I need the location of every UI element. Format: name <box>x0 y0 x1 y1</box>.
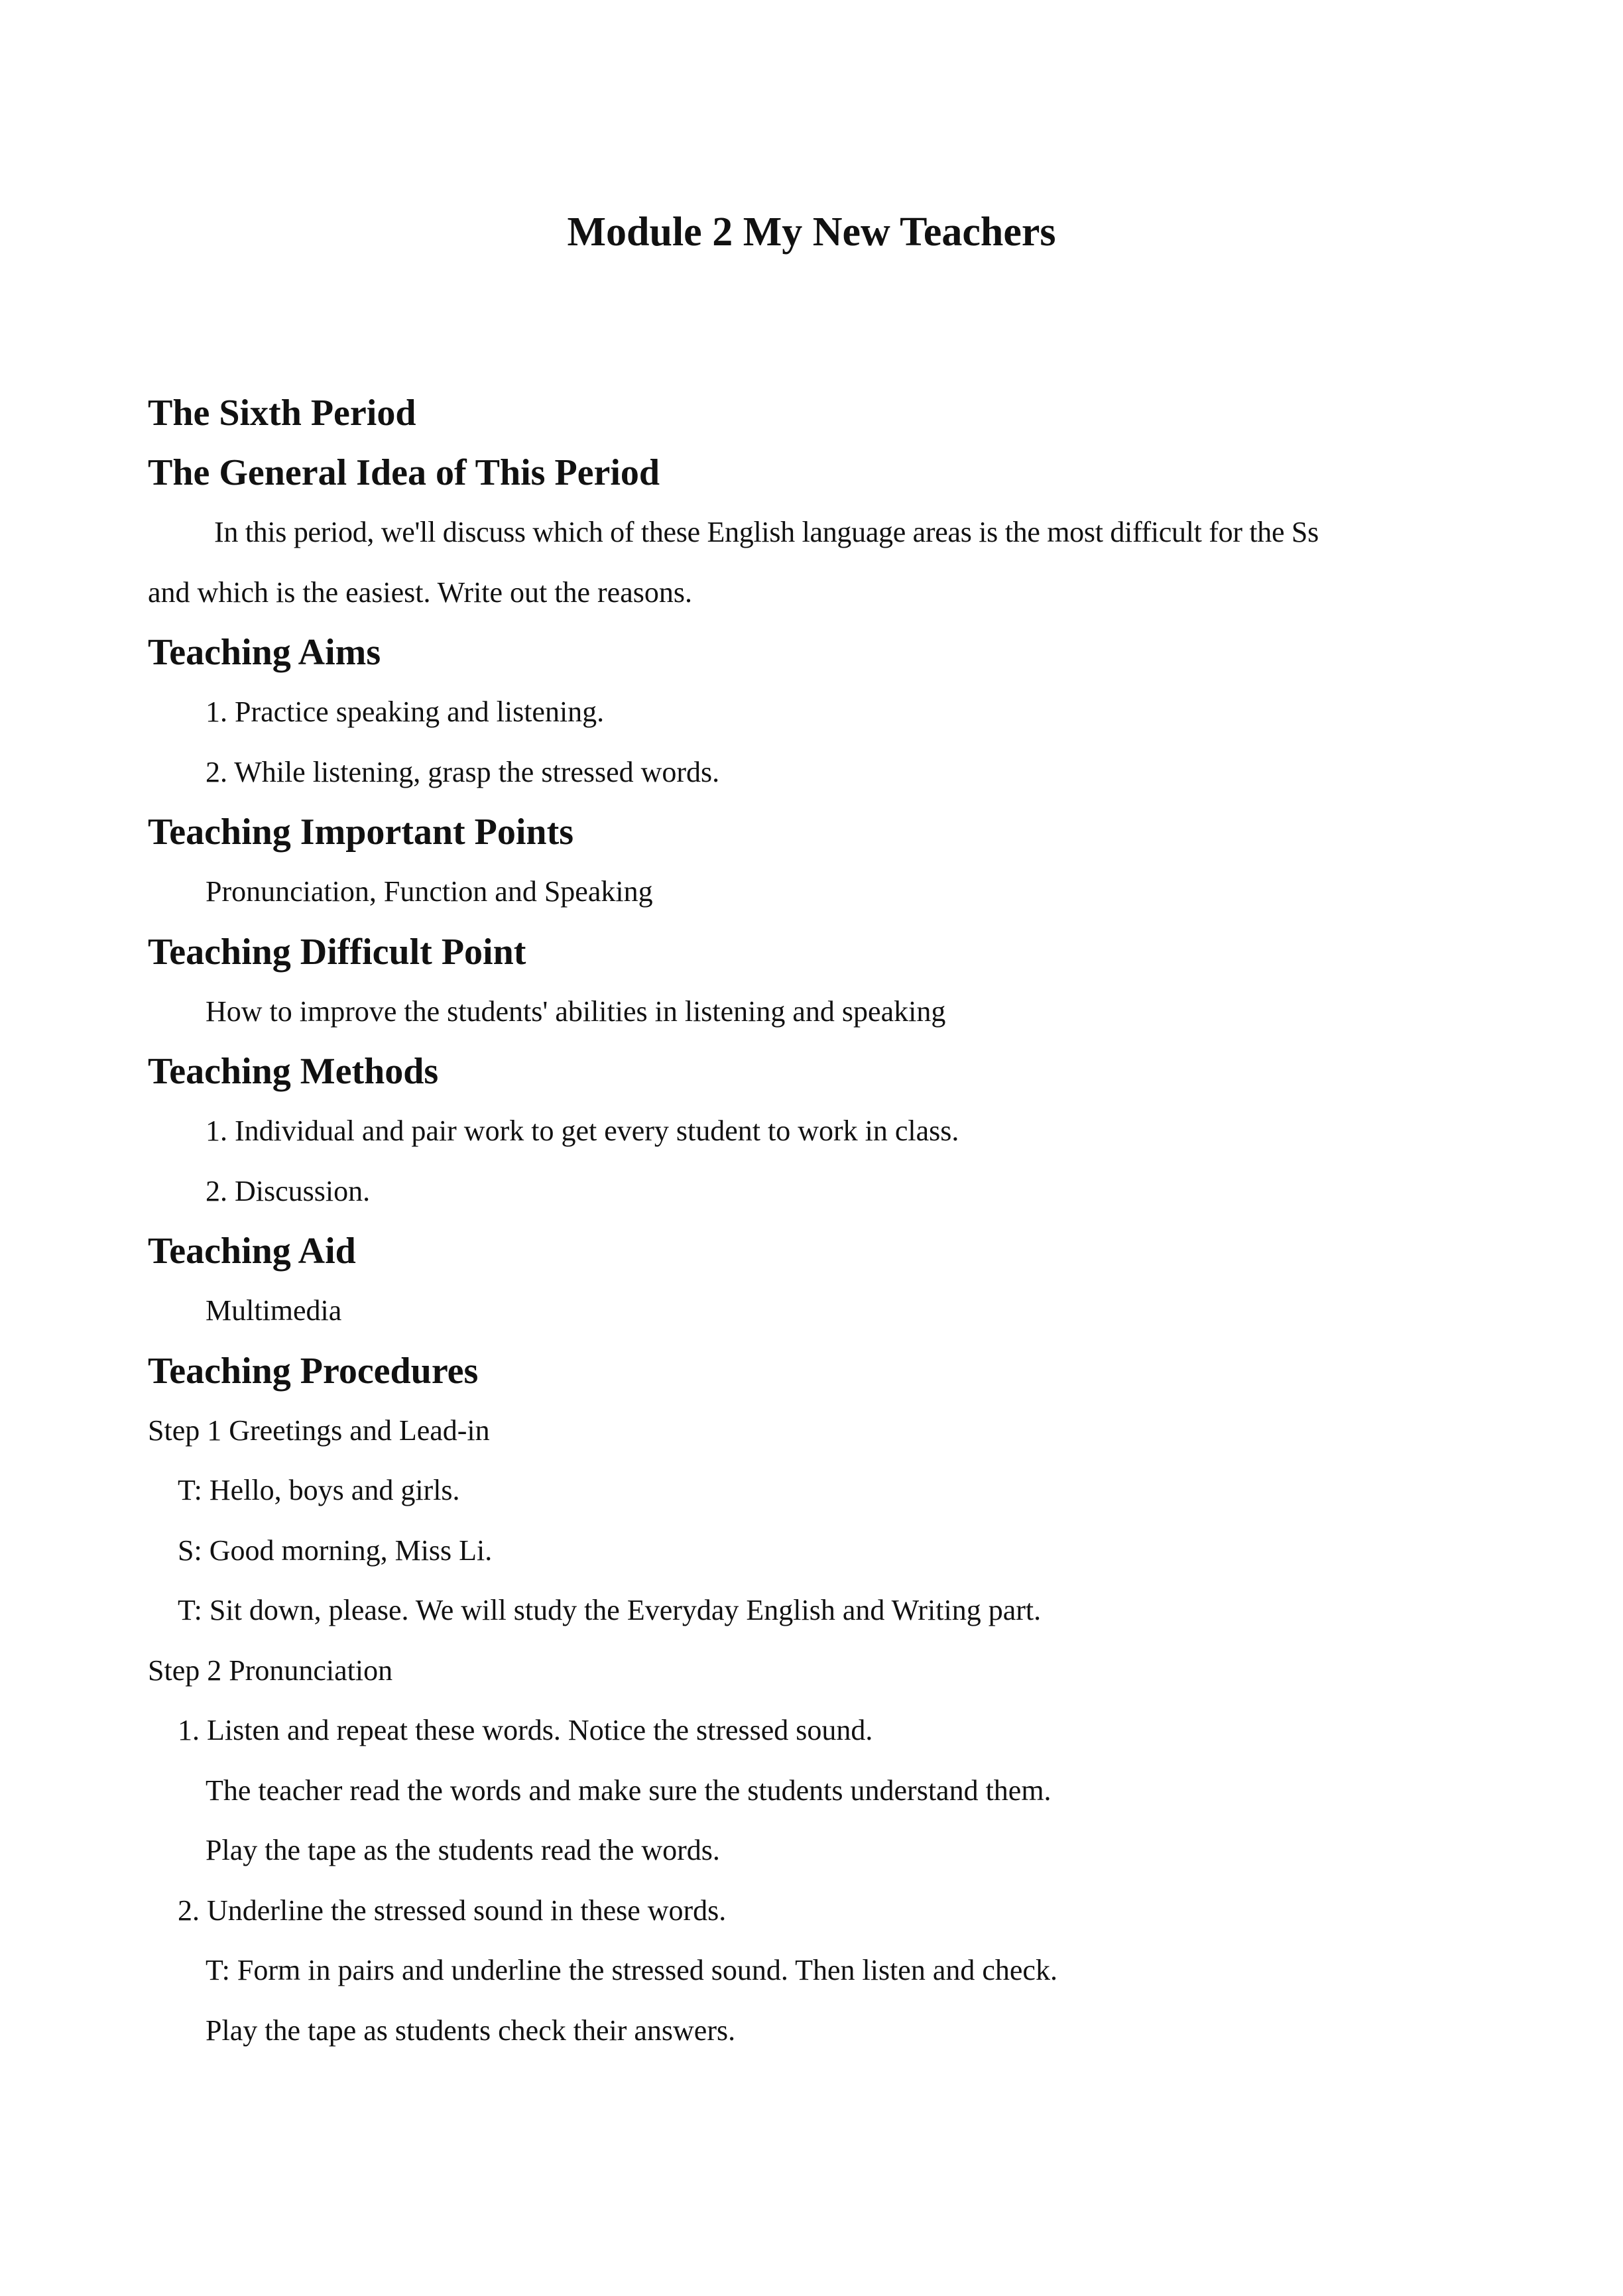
teaching-aid-heading: Teaching Aid <box>148 1231 356 1272</box>
step-1-line-3: T: Sit down, please. We will study the Everyday English and Writing part. <box>178 1594 1042 1626</box>
important-points-text: Pronunciation, Function and Speaking <box>206 875 653 908</box>
document-title: Module 2 My New Teachers <box>567 210 1056 255</box>
general-idea-heading: The General Idea of This Period <box>148 452 660 493</box>
difficult-point-heading: Teaching Difficult Point <box>148 931 526 973</box>
important-points-heading: Teaching Important Points <box>148 812 574 853</box>
teaching-procedures-heading: Teaching Procedures <box>148 1350 479 1392</box>
difficult-point-text: How to improve the students' abilities in listening and speaking <box>206 995 946 1028</box>
step-2-item-1-line-2: Play the tape as the students read the words. <box>206 1834 720 1866</box>
general-idea-line-1: In this period, we'll discuss which of these English language areas is the most difficult for the Ss <box>214 516 1319 548</box>
period-heading: The Sixth Period <box>148 393 416 434</box>
step-1-line-1: T: Hello, boys and girls. <box>178 1474 460 1506</box>
step-2-item-2: 2. Underline the stressed sound in these words. <box>178 1894 727 1927</box>
teaching-method-2: 2. Discussion. <box>206 1174 371 1207</box>
step-1-title: Step 1 Greetings and Lead-in <box>148 1414 490 1447</box>
teaching-aim-2: 2. While listening, grasp the stressed words. <box>206 755 720 788</box>
document-body <box>148 383 1494 2061</box>
step-1-line-2: S: Good morning, Miss Li. <box>178 1534 493 1567</box>
teaching-aims-heading: Teaching Aims <box>148 632 381 673</box>
step-2-item-2-line-1: T: Form in pairs and underline the stressed sound. Then listen and check. <box>206 1954 1057 1986</box>
step-2-item-2-line-2: Play the tape as students check their answers. <box>206 2014 736 2047</box>
step-2-item-1: 1. Listen and repeat these words. Notice the stressed sound. <box>178 1714 873 1746</box>
teaching-method-1: 1. Individual and pair work to get every student to work in class. <box>206 1115 959 1147</box>
teaching-aid-text: Multimedia <box>206 1294 342 1327</box>
general-idea-line-2: and which is the easiest. Write out the reasons. <box>148 575 692 609</box>
step-2-item-1-line-1: The teacher read the words and make sure the students understand them. <box>206 1774 1052 1807</box>
teaching-methods-heading: Teaching Methods <box>148 1051 439 1092</box>
teaching-aim-1: 1. Practice speaking and listening. <box>206 695 605 728</box>
step-2-title: Step 2 Pronunciation <box>148 1654 393 1687</box>
